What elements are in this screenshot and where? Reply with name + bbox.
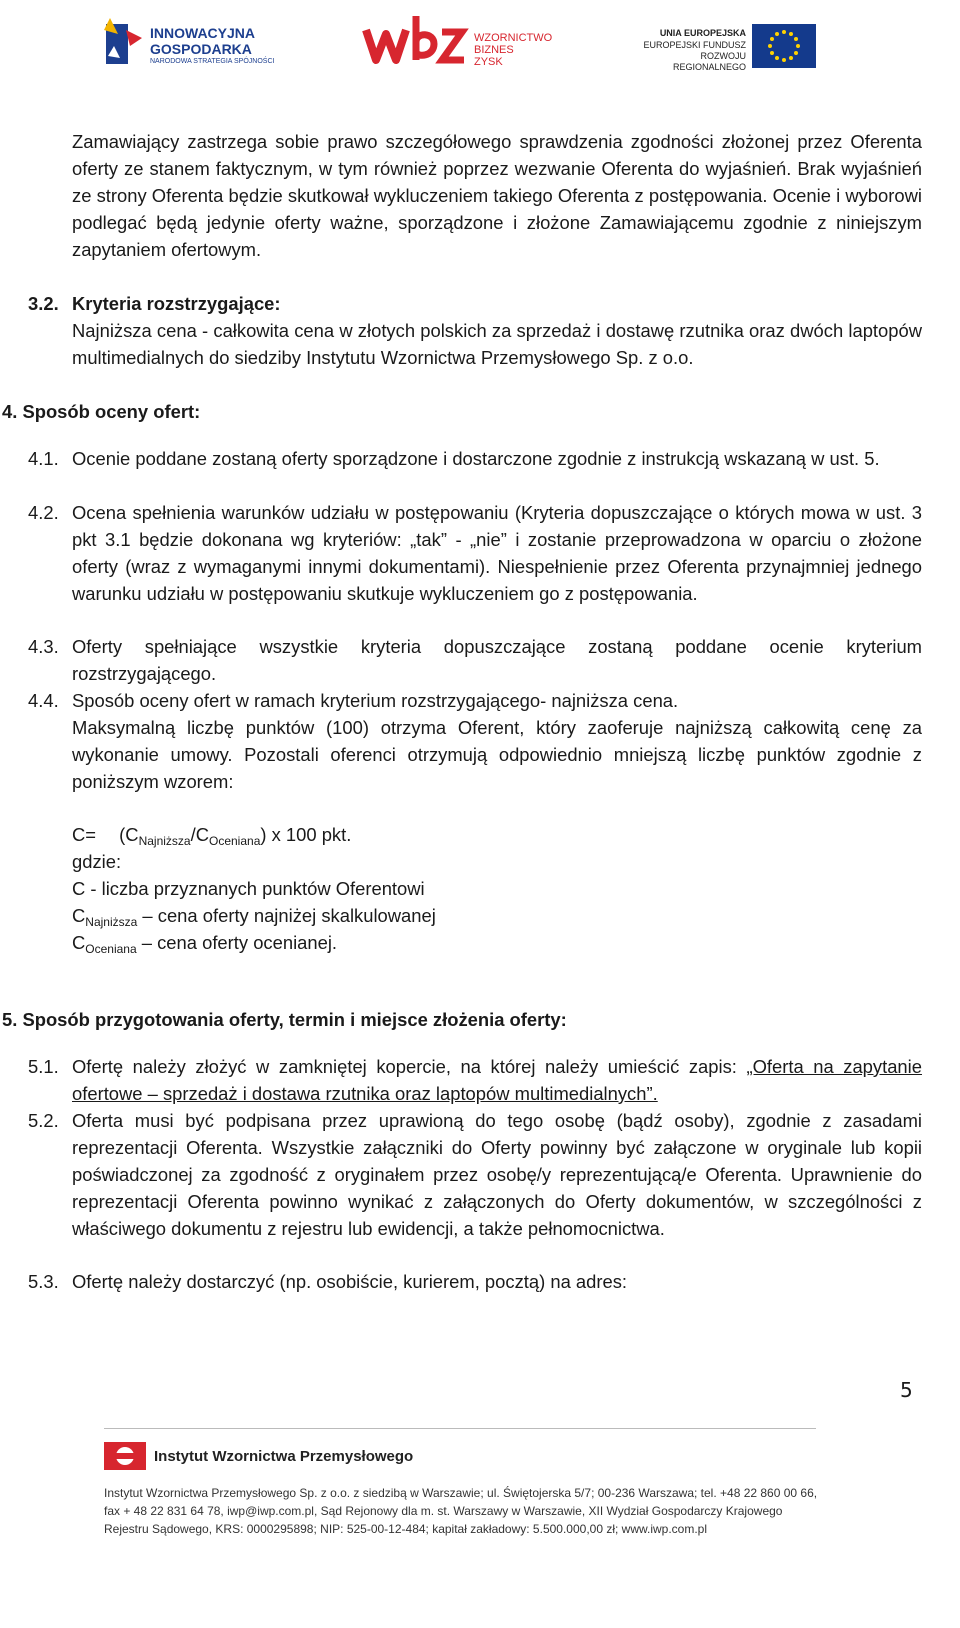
def3-c: C xyxy=(72,932,86,953)
s43-text: Oferty spełniające wszystkie kryteria dopuszczające zostaną poddane ocenie kryterium rozstrzygającego. xyxy=(72,636,922,684)
gdzie: gdzie: xyxy=(72,851,122,872)
s32-title: Kryteria rozstrzygające: xyxy=(72,293,281,314)
s51-paragraph xyxy=(72,1053,922,1107)
formula-close: ) x 100 pkt. xyxy=(260,824,352,845)
section4-heading: 4. Sposób oceny ofert: xyxy=(2,401,201,422)
def2-c: C xyxy=(72,905,86,926)
logo3-line3: ROZWOJU REGIONALNEGO xyxy=(672,51,746,72)
s52-text: Oferta musi być podpisana przez uprawioną do tego osobę (bądź osoby), zgodnie z zasadami reprezentacji Oferenta. Wszystkie załączniki do Oferty powinny być załączone w oryginale lub kopii poświadczonej za zgodność z oryginałem przez osobę/y reprezentującą/e Oferenta. Uprawnienie do reprezentacji Oferenta powinno wynikać z załączonych do Oferty dokumentów, w szczególności z właściwego dokumentu z rejestru lub ewidencji, a także pełnomocnictwa. xyxy=(72,1110,922,1239)
eu-logo xyxy=(628,24,818,70)
s53-number: 5.3. xyxy=(28,1271,59,1292)
intro-paragraph: Zamawiający zastrzega sobie prawo szczegółowego sprawdzenia zgodności złożonej przez Oferenta oferty ze stanem faktycznym, w tym również poprzez wezwanie Oferenta do wyjaśnień. Brak wyjaśnień ze strony Oferenta będzie skutkował wykluczeniem takiego Oferenta z postępowania. Ocenie i wyborowi podlegać będą jedynie oferty ważne, sporządzone i złożone Zamawiającemu zgodnie z niniejszym zapytaniem ofertowym. xyxy=(72,131,922,260)
wbz-logo xyxy=(362,12,562,70)
s51-number: 5.1. xyxy=(28,1056,59,1077)
logo2-line3: ZYSK xyxy=(474,56,503,68)
iwp-logo-icon xyxy=(104,1442,146,1470)
footer-divider xyxy=(104,1428,816,1429)
footer-institute-name: Instytut Wzornictwa Przemysłowego xyxy=(154,1448,414,1465)
header-logos xyxy=(0,0,960,80)
logo1-line2: GOSPODARKA xyxy=(150,41,252,57)
page-number: 5 xyxy=(900,1378,913,1402)
s53-text: Ofertę należy dostarczyć (np. osobiście, kurierem, pocztą) na adres: xyxy=(72,1271,628,1292)
s51-text: Ofertę należy złożyć w zamkniętej kopercie, na której należy umieścić zapis: xyxy=(72,1056,747,1077)
formula-sub2: Oceniana xyxy=(209,834,261,848)
wbz-emblem-icon xyxy=(362,12,470,68)
s51-underlined: „Oferta na zapytanie ofertowe – sprzedaż i dostawa rzutnika oraz laptopów multimedialnych”. xyxy=(72,1056,922,1104)
s41-number: 4.1. xyxy=(28,448,59,469)
s41-text: Ocenie poddane zostaną oferty sporządzone i dostarczone zgodnie z instrukcją wskazaną w ust. 5. xyxy=(72,448,880,469)
def2-text: – cena oferty najniżej skalkulowanej xyxy=(137,905,436,926)
logo2-line2: BIZNES xyxy=(474,44,514,56)
logo3-line1: UNIA EUROPEJSKA xyxy=(659,28,746,38)
ig-emblem-icon xyxy=(104,16,144,68)
innowacyjna-gospodarka-logo xyxy=(104,14,284,70)
s44-number: 4.4. xyxy=(28,690,59,711)
def3-text: – cena oferty ocenianej. xyxy=(136,932,338,953)
definition-1: C - liczba przyznanych punktów Oferentowi xyxy=(72,878,425,899)
definition-3 xyxy=(72,929,337,963)
footer-line1: Instytut Wzornictwa Przemysłowego Sp. z o.o. z siedzibą w Warszawie; ul. Świętojerska 5/7; 00-236 Warszawa; tel. +48 22 860 00 66, xyxy=(104,1486,818,1500)
logo1-line1: INNOWACYJNA xyxy=(150,25,256,41)
formula-slash: /C xyxy=(190,824,209,845)
s43-number: 4.3. xyxy=(28,636,59,657)
s52-number: 5.2. xyxy=(28,1110,59,1131)
s42-text: Ocena spełnienia warunków udziału w postępowaniu (Kryteria dopuszczające o których mowa w ust. 3 pkt 3.1 będzie dokonana wg kryteriów: „tak” - „nie” i zostanie przeprowadzona w oparciu o złożone oferty (wraz z wymaganymi innymi dokumentami). Niespełnienie przez Oferenta przynajmniej jednego warunku udziału w postępowaniu skutkuje wykluczeniem go z postępowania. xyxy=(72,502,922,604)
eu-flag-icon xyxy=(752,24,816,68)
formula-open: (C xyxy=(119,824,139,845)
def2-sub: Najniższa xyxy=(85,915,138,929)
formula-sub1: Najniższa xyxy=(138,834,191,848)
s44-text: Maksymalną liczbę punktów (100) otrzyma Oferent, który zaoferuje najniższą całkowitą cenę za wykonanie umowy. Pozostali oferenci otrzymują odpowiednio mniejszą liczbę punktów zgodnie z poniższym wzorem: xyxy=(72,717,922,792)
formula-c: C= xyxy=(72,824,97,845)
s42-number: 4.2. xyxy=(28,502,59,523)
section5-heading: 5. Sposób przygotowania oferty, termin i miejsce złożenia oferty: xyxy=(2,1009,567,1030)
def3-sub: Oceniana xyxy=(85,942,137,956)
logo2-line1: WZORNICTWO xyxy=(474,32,553,44)
s32-text: Najniższa cena - całkowita cena w złotych polskich za sprzedaż i dostawę rzutnika oraz dwóch laptopów multimedialnych do siedziby Instytutu Wzornictwa Przemysłowego Sp. z o.o. xyxy=(72,320,922,368)
footer-line3: Rejestru Sądowego, KRS: 0000295898; NIP: 525-00-12-484; kapitał zakładowy: 5.500.000,00 zł; www.iwp.com.pl xyxy=(104,1522,708,1536)
logo1-line3: NARODOWA STRATEGIA SPÓJNOŚCI xyxy=(150,58,275,65)
footer-line2: fax + 48 22 831 64 78, iwp@iwp.com.pl, Sąd Rejonowy dla m. st. Warszawy w Warszawie, XII Wydział Gospodarczy Krajowego xyxy=(104,1504,783,1518)
logo3-line2: EUROPEJSKI FUNDUSZ xyxy=(643,40,746,50)
s32-number: 3.2. xyxy=(28,293,59,314)
s44-line1: Sposób oceny ofert w ramach kryterium rozstrzygającego- najniższa cena. xyxy=(72,690,679,711)
